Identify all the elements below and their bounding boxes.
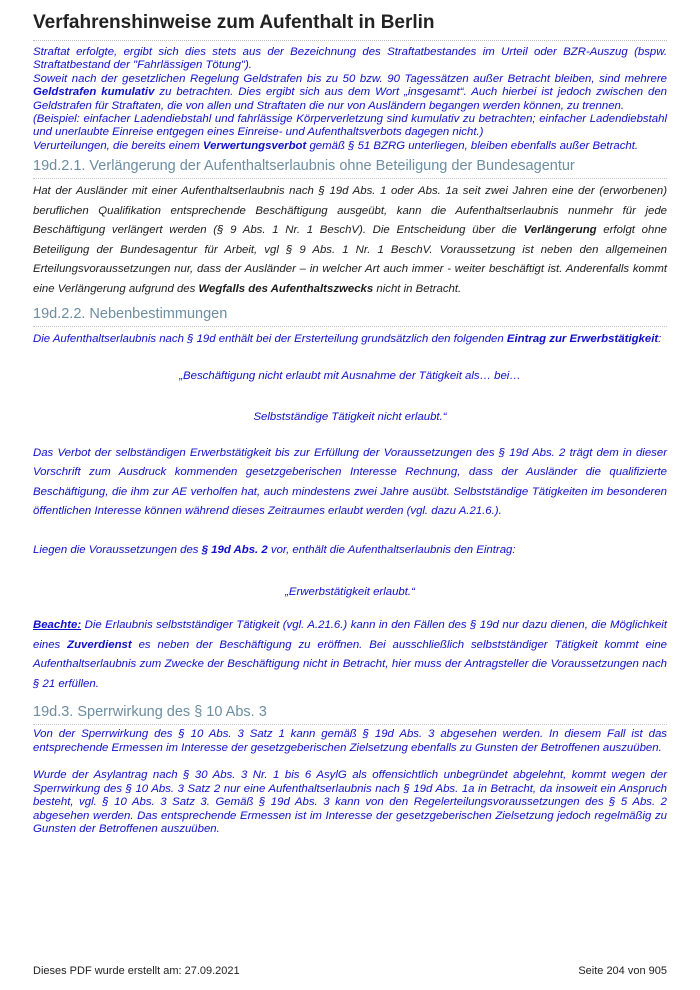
- intro-block: [33, 46, 667, 153]
- emphasis-text: Eintrag zur Erwerbstätigkeit: [506, 333, 659, 346]
- intro-paragraph: [33, 73, 667, 113]
- intro-paragraph: [33, 140, 667, 153]
- text-run: Hat der Ausländer mit einer Aufenthaltserlaubnis nach § 19d Abs. 1 oder Abs. 1a seit zwei Jahren eine der (erworbenen) beruflichen Qualifikation entsprechende Beschäftigung ausgeübt, kann die Aufenthaltserlaubnis nunmehr für jede Beschäftigung verlängert werden (§ 9 Abs. 1 Nr. 1 BeschV). Die Entscheidung über die: [33, 185, 667, 237]
- text-run: zu betrachten. Dies ergibt sich aus dem Wort „insgesamt“. Auch hierbei ist jedoch zwischen den Geldstrafen für Straftaten, die von allen und Straftaten die nur von Ausländern begangen werden können, zu trennen.: [33, 86, 667, 112]
- intro-paragraph: [33, 113, 667, 140]
- quoted-entry: Selbstständige Tätigkeit nicht erlaubt.“: [253, 411, 447, 424]
- section-paragraph: [33, 330, 667, 350]
- text-run: (Beispiel: einfacher Ladendiebstahl und fahrlässige Körperverletzung sind kumulativ zu betrachten; einfacher Ladendiebstahl und unerlaubte Einreise entgegen eines Einreise- und Aufenthaltsverbots dagegen nicht.): [33, 113, 667, 139]
- text-run: nicht in Betracht.: [373, 282, 462, 295]
- text-run: Von der Sperrwirkung des § 10 Abs. 3 Satz 1 kann gemäß § 19d Abs. 3 abgesehen werden. In diesem Fall ist das entsprechende Ermessen im Interesse der gesetzgeberischen Zielsetzung ebenfalls zu Gunsten der Betroffenen auszuüben.: [33, 728, 667, 754]
- creation-date: Dieses PDF wurde erstellt am: 27.09.2021: [33, 965, 240, 977]
- text-run: Die Aufenthaltserlaubnis nach § 19d enthält bei der Ersterteilung grundsätzlich den folgenden: [33, 333, 507, 346]
- text-run: Straftat erfolgte, ergibt sich dies stets aus der Bezeichnung des Straftatbestandes im Urteil oder BZR-Auszug (bspw. Straftatbestand der "Fahrlässigen Tötung").: [33, 46, 667, 72]
- text-run: erfolgt ohne Beteiligung der Bundesagentur für Arbeit, vgl § 9 Abs. 1 Nr. 1 BeschV. Voraussetzung ist neben den allgemeinen Erteilungsvoraussetzungen nur, dass der Ausländer – in welcher Art auch immer - weiter beschäftigt ist. Anderenfalls kommt eine Verlängerung aufgrund des: [33, 224, 668, 295]
- emphasis-wrapper: [33, 619, 81, 631]
- section-paragraph: [33, 541, 667, 561]
- text-run: :: [658, 333, 662, 346]
- text-run: Soweit nach der gesetzlichen Regelung Geldstrafen bis zu 50 bzw. 90 Tagessätzen außer Betracht bleiben, sind mehrere: [33, 72, 667, 85]
- text-run: es neben der Beschäftigung zu eröffnen. Bei ausschließlich selbstständiger Tätigkeit kommt eine Aufenthaltserlaubnis zum Zwecke der Beschäftigung nicht in Betracht, hier muss der Antragsteller die Voraussetzungen nach § 21 erfüllen.: [33, 638, 667, 690]
- page-title: Verfahrenshinweise zum Aufenthalt in Berlin: [33, 10, 667, 41]
- text-run: Das Verbot der selbständigen Erwerbstätigkeit bis zur Erfüllung der Voraussetzungen des § 19d Abs. 2 trägt dem in dieser Vorschrift zum Ausdruck kommenden gesetzgeberischen Interesse Rechnung, dass der Ausländer die qualifizierte Beschäftigung, die ihm zur AE verholfen hat, auch mindestens zwei Jahre ausübt. Selbstständige Tätigkeiten im besonderen öffentlichen Interesse können während dieses Zeitraumes erlaubt werden (vgl. dazu A.21.6.).: [33, 446, 667, 518]
- emphasis-text: Beachte:: [33, 619, 82, 632]
- emphasis-text: Verlängerung: [523, 224, 597, 237]
- text-run: vor, enthält die Aufenthaltserlaubnis den Eintrag:: [267, 543, 516, 556]
- section-paragraph: [33, 182, 667, 299]
- section-paragraph: [33, 769, 667, 836]
- document-page: [33, 10, 667, 836]
- text-run: Die Erlaubnis selbstständiger Tätigkeit (vgl. A.21.6.) kann in den Fällen des § 19d nur dazu dienen, die Möglichkeit eines: [33, 619, 667, 651]
- section-heading-19d-3: 19d.3. Sperrwirkung des § 10 Abs. 3: [33, 703, 667, 725]
- quoted-entry: „Beschäftigung nicht erlaubt mit Ausnahme der Tätigkeit als… bei…: [179, 369, 521, 382]
- text-run: gemäß § 51 BZRG unterliegen, bleiben ebenfalls außer Betracht.: [306, 139, 639, 152]
- section-paragraph: [33, 728, 667, 755]
- emphasis-text: Wegfalls des Aufenthaltszwecks: [198, 282, 374, 295]
- text-run: Verurteilungen, die bereits einem: [33, 139, 203, 152]
- text-run: Wurde der Asylantrag nach § 30 Abs. 3 Nr. 1 bis 6 AsylG als offensichtlich unbegründet abgelehnt, kommt wegen der Sperrwirkung des § 10 Abs. 3 Satz 2 nur eine Aufenthaltserlaubnis nach § 19d Abs. 1a in Betracht, da insoweit ein Anspruch besteht, vgl. § 10 Abs. 3 Satz 3. Gemäß § 19d Abs. 3 kann von den Regelerteilungsvoraussetzungen des § 5 Abs. 2 abgesehen werden. Das entsprechende Ermessen ist im Interesse der gesetzgeberischen Zielsetzung jedoch regelmäßig zu Gunsten der Betroffenen auszuüben.: [33, 769, 667, 835]
- emphasis-text: Zuverdienst: [67, 638, 132, 651]
- page-number: Seite 204 von 905: [578, 965, 667, 977]
- intro-paragraph: [33, 46, 667, 73]
- emphasis-text: § 19d Abs. 2: [201, 543, 268, 556]
- emphasis-text: Verwertungsverbot: [202, 139, 307, 152]
- section-heading-19d-2-1: 19d.2.1. Verlängerung der Aufenthaltserlaubnis ohne Beteiligung der Bundesagentur: [33, 157, 667, 179]
- text-run: Liegen die Voraussetzungen des: [33, 543, 202, 556]
- note-paragraph: [33, 616, 667, 694]
- emphasis-text: Geldstrafen kumulativ: [33, 86, 155, 99]
- section-heading-19d-2-2: 19d.2.2. Nebenbestimmungen: [33, 305, 667, 327]
- quoted-entry: „Erwerbstätigkeit erlaubt.“: [285, 586, 415, 599]
- section-paragraph: [33, 444, 667, 522]
